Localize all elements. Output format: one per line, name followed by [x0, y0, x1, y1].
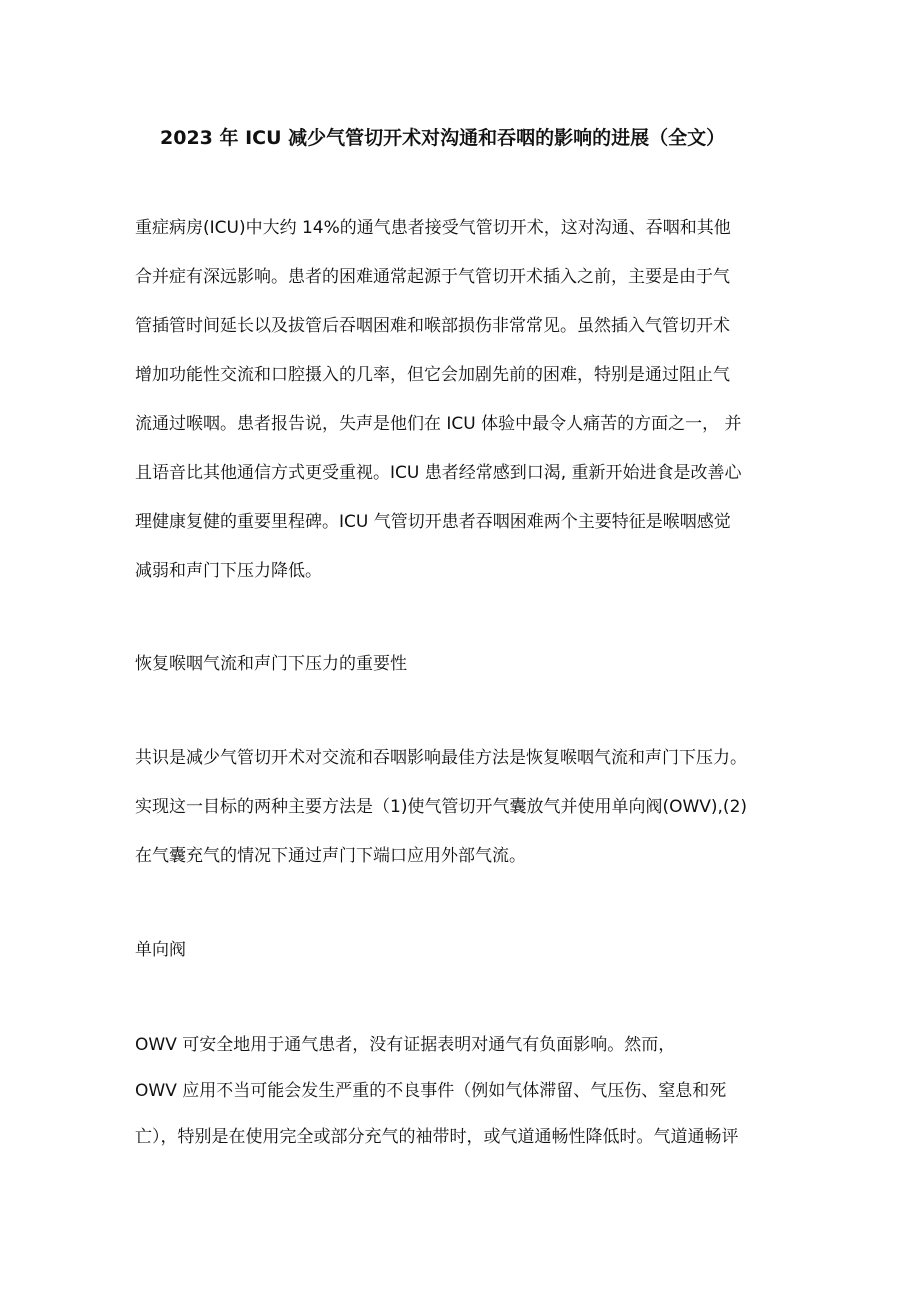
- text-line: OWV 应用不当可能会发生严重的不良事件（例如气体滞留、气压伤、窒息和死: [135, 1081, 727, 1101]
- text-line: 减弱和声门下压力降低。: [135, 561, 322, 581]
- paragraph-owv: [135, 1021, 805, 1159]
- text-line: 增加功能性交流和口腔摄入的几率，但它会加剧先前的困难，特别是通过阻止气: [135, 365, 730, 385]
- text-line: OWV 可安全地用于通气患者，没有证据表明对通气有负面影响。然而，: [135, 1035, 676, 1055]
- text-line: 实现这一目标的两种主要方法是（1)使气管切开气囊放气并使用单向阀(OWV),(2): [135, 797, 748, 817]
- paragraph-intro: [135, 204, 805, 596]
- section-heading-valve: 单向阀: [135, 940, 186, 960]
- text-line: 亡），特别是在使用完全或部分充气的袖带时，或气道通畅性降低时。气道通畅评: [135, 1127, 739, 1147]
- text-line: 在气囊充气的情况下通过声门下端口应用外部气流。: [135, 846, 526, 866]
- text-line: 共识是减少气管切开术对交流和吞咽影响最佳方法是恢复喉咽气流和声门下压力。: [135, 748, 747, 768]
- text-line: 重症病房(ICU)中大约 14%的通气患者接受气管切开术，这对沟通、吞咽和其他: [135, 218, 731, 238]
- text-line: 管插管时间延长以及拔管后吞咽困难和喉部损伤非常常见。虽然插入气管切开术: [135, 316, 730, 336]
- text-line: 流通过喉咽。患者报告说，失声是他们在 ICU 体验中最令人痛苦的方面之一， 并: [135, 414, 742, 434]
- paragraph-consensus: [135, 734, 805, 881]
- text-line: 理健康复健的重要里程碑。ICU 气管切开患者吞咽困难两个主要特征是喉咽感觉: [135, 512, 731, 532]
- document-title: 2023 年 ICU 减少气管切开术对沟通和吞咽的影响的进展（全文）: [160, 127, 726, 149]
- text-line: 合并症有深远影响。患者的困难通常起源于气管切开术插入之前，主要是由于气: [135, 267, 730, 287]
- text-line: 且语音比其他通信方式更受重视。ICU 患者经常感到口渴, 重新开始进食是改善心: [135, 463, 742, 483]
- section-heading-airflow: 恢复喉咽气流和声门下压力的重要性: [135, 654, 407, 674]
